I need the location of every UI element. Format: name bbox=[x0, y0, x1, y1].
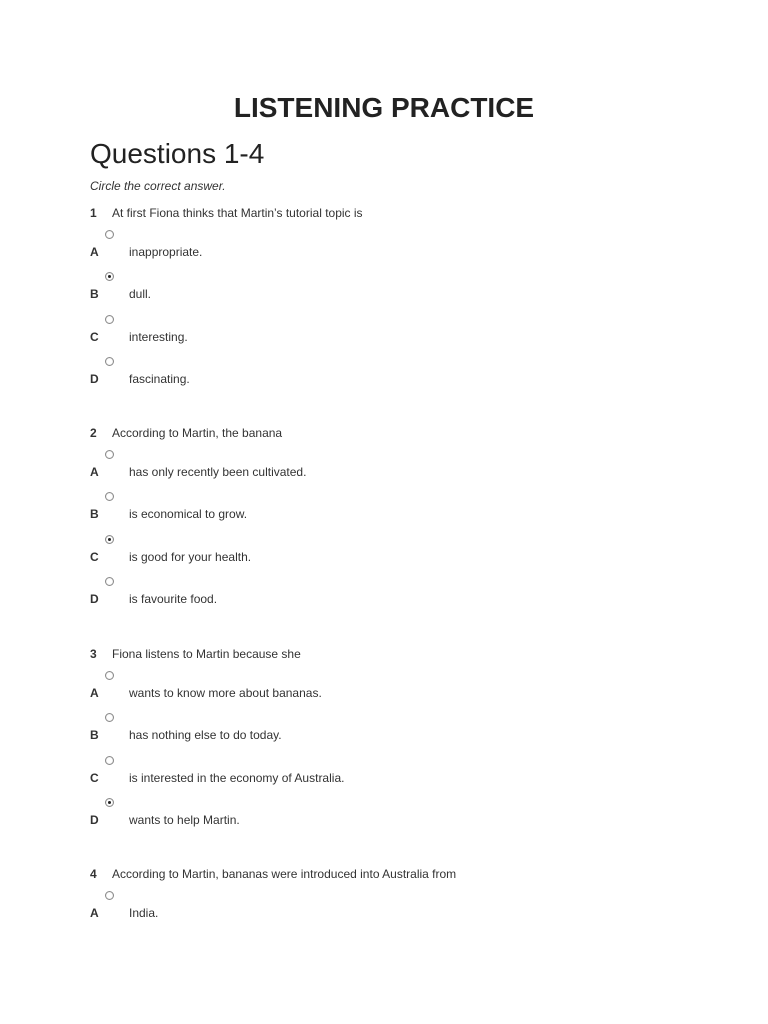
option-letter: B bbox=[90, 507, 99, 522]
option-letter: A bbox=[90, 906, 99, 920]
question-text: According to Martin, the banana bbox=[112, 426, 283, 440]
radio-button[interactable] bbox=[105, 671, 114, 680]
question-number: 2 bbox=[90, 426, 97, 440]
option-d[interactable] bbox=[90, 568, 690, 610]
question-stem bbox=[90, 425, 690, 441]
option-letter: D bbox=[90, 592, 99, 607]
option-b[interactable] bbox=[90, 704, 690, 746]
option-letter: C bbox=[90, 770, 99, 785]
option-letter: B bbox=[90, 287, 99, 302]
option-text: is interested in the economy of Australia. bbox=[129, 770, 345, 785]
question-stem bbox=[90, 205, 690, 221]
radio-button[interactable] bbox=[105, 756, 114, 765]
radio-button[interactable] bbox=[105, 315, 114, 324]
radio-button[interactable] bbox=[105, 535, 114, 544]
option-a[interactable] bbox=[90, 882, 690, 924]
instruction-text: Circle the correct answer. bbox=[90, 179, 226, 193]
question-text: Fiona listens to Martin because she bbox=[112, 647, 301, 661]
option-c[interactable] bbox=[90, 306, 690, 348]
option-text: wants to know more about bananas. bbox=[129, 686, 322, 700]
option-b[interactable] bbox=[90, 483, 690, 525]
option-text: wants to help Martin. bbox=[129, 813, 240, 828]
option-text: is favourite food. bbox=[129, 592, 218, 607]
question-1 bbox=[90, 205, 690, 391]
radio-button[interactable] bbox=[105, 492, 114, 501]
option-letter: A bbox=[90, 686, 99, 700]
option-letter: D bbox=[90, 813, 99, 828]
question-text: According to Martin, bananas were introduced into Australia from bbox=[112, 867, 457, 881]
radio-button[interactable] bbox=[105, 230, 114, 239]
option-letter: D bbox=[90, 372, 99, 387]
option-letter: A bbox=[90, 465, 99, 479]
option-letter: B bbox=[90, 728, 99, 743]
option-d[interactable] bbox=[90, 789, 690, 831]
option-b[interactable] bbox=[90, 263, 690, 305]
radio-button[interactable] bbox=[105, 272, 114, 281]
page-title: LISTENING PRACTICE bbox=[233, 92, 535, 123]
radio-button[interactable] bbox=[105, 357, 114, 366]
option-text: has nothing else to do today. bbox=[129, 728, 282, 743]
question-4 bbox=[90, 866, 690, 924]
question-3 bbox=[90, 646, 690, 832]
radio-button[interactable] bbox=[105, 798, 114, 807]
option-a[interactable] bbox=[90, 221, 690, 263]
option-letter: C bbox=[90, 549, 99, 564]
question-2 bbox=[90, 425, 690, 611]
question-stem bbox=[90, 646, 690, 662]
radio-button[interactable] bbox=[105, 450, 114, 459]
option-text: India. bbox=[129, 906, 159, 920]
radio-button[interactable] bbox=[105, 713, 114, 722]
option-text: is economical to grow. bbox=[129, 507, 248, 522]
question-stem bbox=[90, 866, 690, 882]
question-number: 4 bbox=[90, 867, 97, 881]
option-c[interactable] bbox=[90, 526, 690, 568]
option-text: inappropriate. bbox=[129, 245, 203, 259]
option-a[interactable] bbox=[90, 441, 690, 483]
radio-button[interactable] bbox=[105, 891, 114, 900]
question-number: 3 bbox=[90, 647, 97, 661]
option-text: is good for your health. bbox=[129, 549, 252, 564]
option-c[interactable] bbox=[90, 747, 690, 789]
question-text: At first Fiona thinks that Martin’s tutorial topic is bbox=[112, 206, 363, 220]
option-a[interactable] bbox=[90, 662, 690, 704]
option-text: fascinating. bbox=[129, 372, 190, 387]
radio-button[interactable] bbox=[105, 577, 114, 586]
option-letter: A bbox=[90, 245, 99, 259]
option-d[interactable] bbox=[90, 348, 690, 390]
option-text: interesting. bbox=[129, 329, 188, 344]
section-title: Questions 1-4 bbox=[90, 138, 265, 169]
question-number: 1 bbox=[90, 206, 97, 220]
option-text: dull. bbox=[129, 287, 152, 302]
option-letter: C bbox=[90, 329, 99, 344]
option-text: has only recently been cultivated. bbox=[129, 465, 307, 479]
